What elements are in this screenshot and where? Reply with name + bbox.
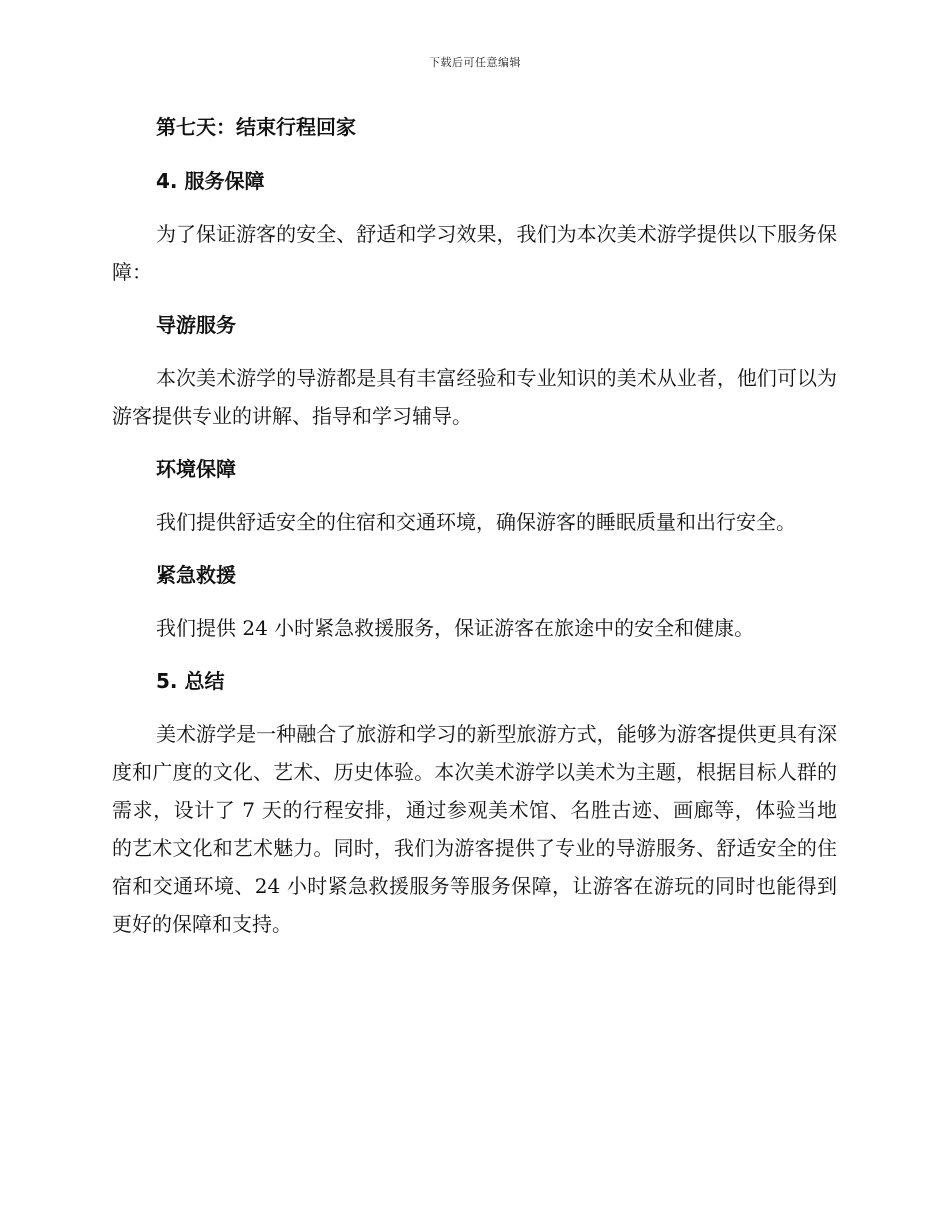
rescue-paragraph: 我们提供 24 小时紧急救援服务，保证游客在旅途中的安全和健康。 [156,616,755,640]
summary-heading: 5. 总结 [156,669,225,693]
guide-heading: 导游服务 [156,313,236,337]
environment-paragraph: 我们提供舒适安全的住宿和交通环境，确保游客的睡眠质量和出行安全。 [156,510,796,534]
summary-paragraph: 美术游学是一种融合了旅游和学习的新型旅游方式，能够为游客提供更具有深度和广度的文化、艺术、历史体验。本次美术游学以美术为主题，根据目标人群的需求，设计了 7 天的行程安排，通过参观美术馆、名胜古迹、画廊等，体验当地的艺术文化和艺术魅力。同时，我们为游客提供了专业的导游服务、舒适安全的住宿和交通环境、24 小时紧急救援服务等服务保障，让游客在游玩的同时也能得到更好的保障和支持。 [112,722,837,936]
page-header: 下载后可任意编辑 [429,56,521,69]
guide-paragraph: 本次美术游学的导游都是具有丰富经验和专业知识的美术从业者，他们可以为游客提供专业的讲解、指导和学习辅导。 [112,366,837,428]
document-body [112,110,837,943]
service-heading: 4. 服务保障 [156,169,265,193]
rescue-heading: 紧急救援 [156,563,236,587]
environment-heading: 环境保障 [156,457,236,481]
day7-heading: 第七天：结束行程回家 [156,115,356,139]
service-intro-paragraph: 为了保证游客的安全、舒适和学习效果，我们为本次美术游学提供以下服务保障： [112,222,837,284]
